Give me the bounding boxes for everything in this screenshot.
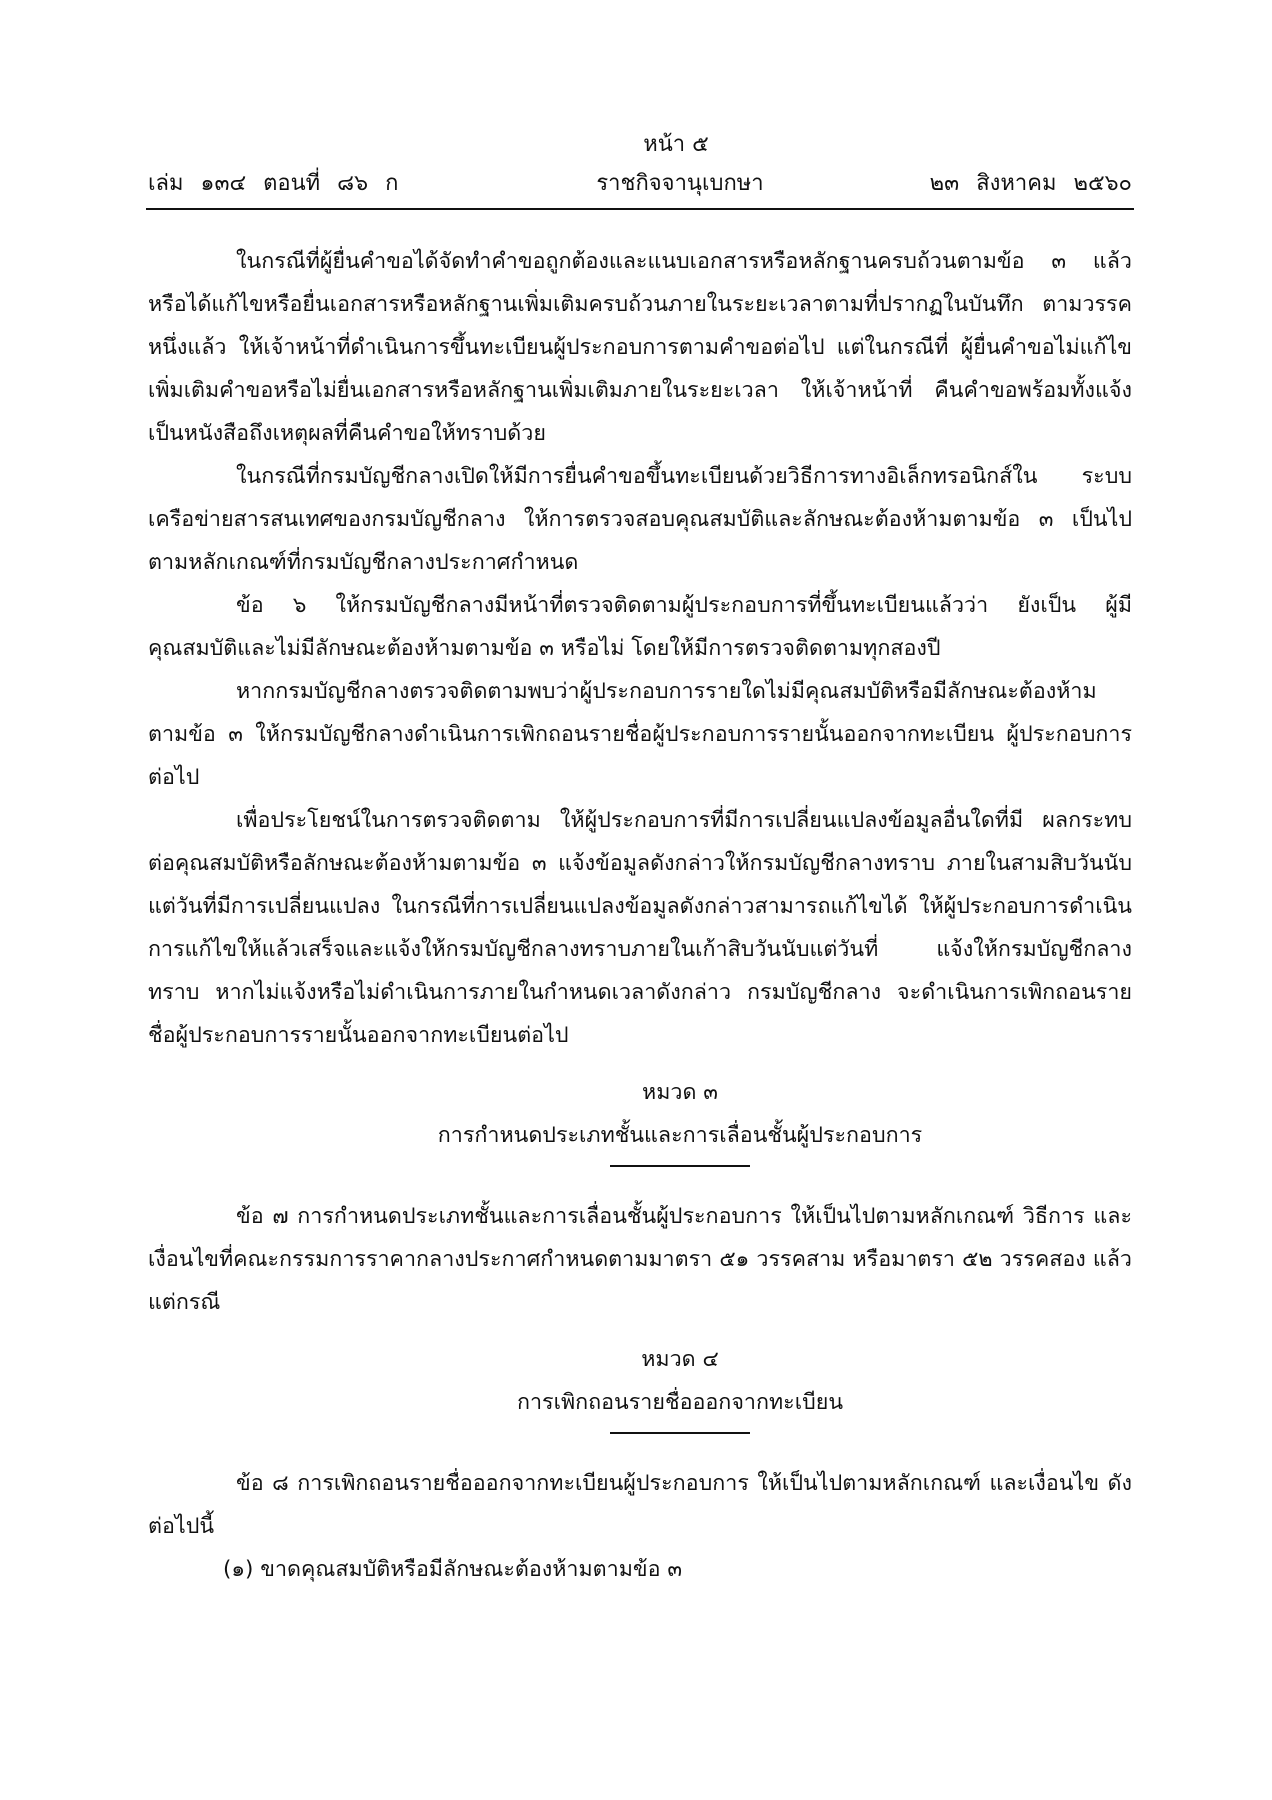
document-body — [148, 240, 1132, 1591]
paragraph: เพื่อประโยชน์ในการตรวจติดตาม ให้ผู้ประกอบการที่มีการเปลี่ยนแปลงข้อมูลอื่นใดที่มี ผลกระทบต่อคุณสมบัติหรือลักษณะต้องห้ามตามข้อ ๓ แจ้งข้อมูลดังกล่าวให้กรมบัญชีกลางทราบ ภายในสามสิบวันนับแต่วันที่มีการเปลี่ยนแปลง ในกรณีที่การเปลี่ยนแปลงข้อมูลดังกล่าวสามารถแก้ไขได้ ให้ผู้ประกอบการดำเนินการแก้ไขให้แล้วเสร็จและแจ้งให้กรมบัญชีกลางทราบภายในเก้าสิบวันนับแต่วันที่ แจ้งให้กรมบัญชีกลางทราบ หากไม่แจ้งหรือไม่ดำเนินการภายในกำหนดเวลาดังกล่าว กรมบัญชีกลาง จะดำเนินการเพิกถอนรายชื่อผู้ประกอบการรายนั้นออกจากทะเบียนต่อไป — [148, 808, 1132, 1048]
volume-issue: เล่ม ๑๓๔ ตอนที่ ๘๖ ก — [148, 171, 399, 196]
section-3-title: การกำหนดประเภทชั้นและการเลื่อนชั้นผู้ประกอบการ — [437, 1123, 923, 1148]
section-divider — [610, 1432, 750, 1434]
paragraph: ในกรณีที่ผู้ยื่นคำขอได้จัดทำคำขอถูกต้องและแนบเอกสารหรือหลักฐานครบถ้วนตามข้อ ๓ แล้ว หรือได้แก้ไขหรือยื่นเอกสารหรือหลักฐานเพิ่มเติมครบถ้วนภายในระยะเวลาตามที่ปรากฏในบันทึก ตามวรรคหนึ่งแล้ว ให้เจ้าหน้าที่ดำเนินการขึ้นทะเบียนผู้ประกอบการตามคำขอต่อไป แต่ในกรณีที่ ผู้ยื่นคำขอไม่แก้ไขเพิ่มเติมคำขอหรือไม่ยื่นเอกสารหรือหลักฐานเพิ่มเติมภายในระยะเวลา ให้เจ้าหน้าที่ คืนคำขอพร้อมทั้งแจ้งเป็นหนังสือถึงเหตุผลที่คืนคำขอให้ทราบด้วย — [148, 249, 1132, 446]
paragraph: ในกรณีที่กรมบัญชีกลางเปิดให้มีการยื่นคำขอขึ้นทะเบียนด้วยวิธีการทางอิเล็กทรอนิกส์ใน ระบบเครือข่ายสารสนเทศของกรมบัญชีกลาง ให้การตรวจสอบคุณสมบัติและลักษณะต้องห้ามตามข้อ ๓ เป็นไปตามหลักเกณฑ์ที่กรมบัญชีกลางประกาศกำหนด — [148, 464, 1132, 575]
gazette-title: ราชกิจจานุเบกษา — [596, 171, 764, 196]
paragraph: หากกรมบัญชีกลางตรวจติดตามพบว่าผู้ประกอบการรายใดไม่มีคุณสมบัติหรือมีลักษณะต้องห้าม ตามข้อ ๓ ให้กรมบัญชีกลางดำเนินการเพิกถอนรายชื่อผู้ประกอบการรายนั้นออกจากทะเบียน ผู้ประกอบการต่อไป — [148, 679, 1132, 790]
section-3-number: หมวด ๓ — [642, 1080, 718, 1105]
header-divider — [146, 208, 1134, 210]
clause-7: ข้อ ๗ การกำหนดประเภทชั้นและการเลื่อนชั้นผู้ประกอบการ ให้เป็นไปตามหลักเกณฑ์ วิธีการ และเงื่อนไขที่คณะกรรมการราคากลางประกาศกำหนดตามมาตรา ๕๑ วรรคสาม หรือมาตรา ๕๒ วรรคสอง แล้วแต่กรณี — [148, 1204, 1132, 1315]
clause-8: ข้อ ๘ การเพิกถอนรายชื่อออกจากทะเบียนผู้ประกอบการ ให้เป็นไปตามหลักเกณฑ์ และเงื่อนไข ดังต่อไปนี้ — [148, 1471, 1132, 1539]
section-4-number: หมวด ๔ — [641, 1347, 719, 1372]
section-divider — [610, 1165, 750, 1167]
publication-date: ๒๓ สิงหาคม ๒๕๖๐ — [929, 171, 1132, 196]
clause-8-item-1: (๑) ขาดคุณสมบัติหรือมีลักษณะต้องห้ามตามข้อ ๓ — [223, 1557, 683, 1582]
section-4-title: การเพิกถอนรายชื่อออกจากทะเบียน — [516, 1390, 844, 1415]
clause-6: ข้อ ๖ ให้กรมบัญชีกลางมีหน้าที่ตรวจติดตามผู้ประกอบการที่ขึ้นทะเบียนแล้วว่า ยังเป็น ผู้มีคุณสมบัติและไม่มีลักษณะต้องห้ามตามข้อ ๓ หรือไม่ โดยให้มีการตรวจติดตามทุกสองปี — [148, 593, 1132, 661]
header-row — [148, 168, 1132, 200]
page-number: หน้า ๕ — [643, 132, 709, 157]
